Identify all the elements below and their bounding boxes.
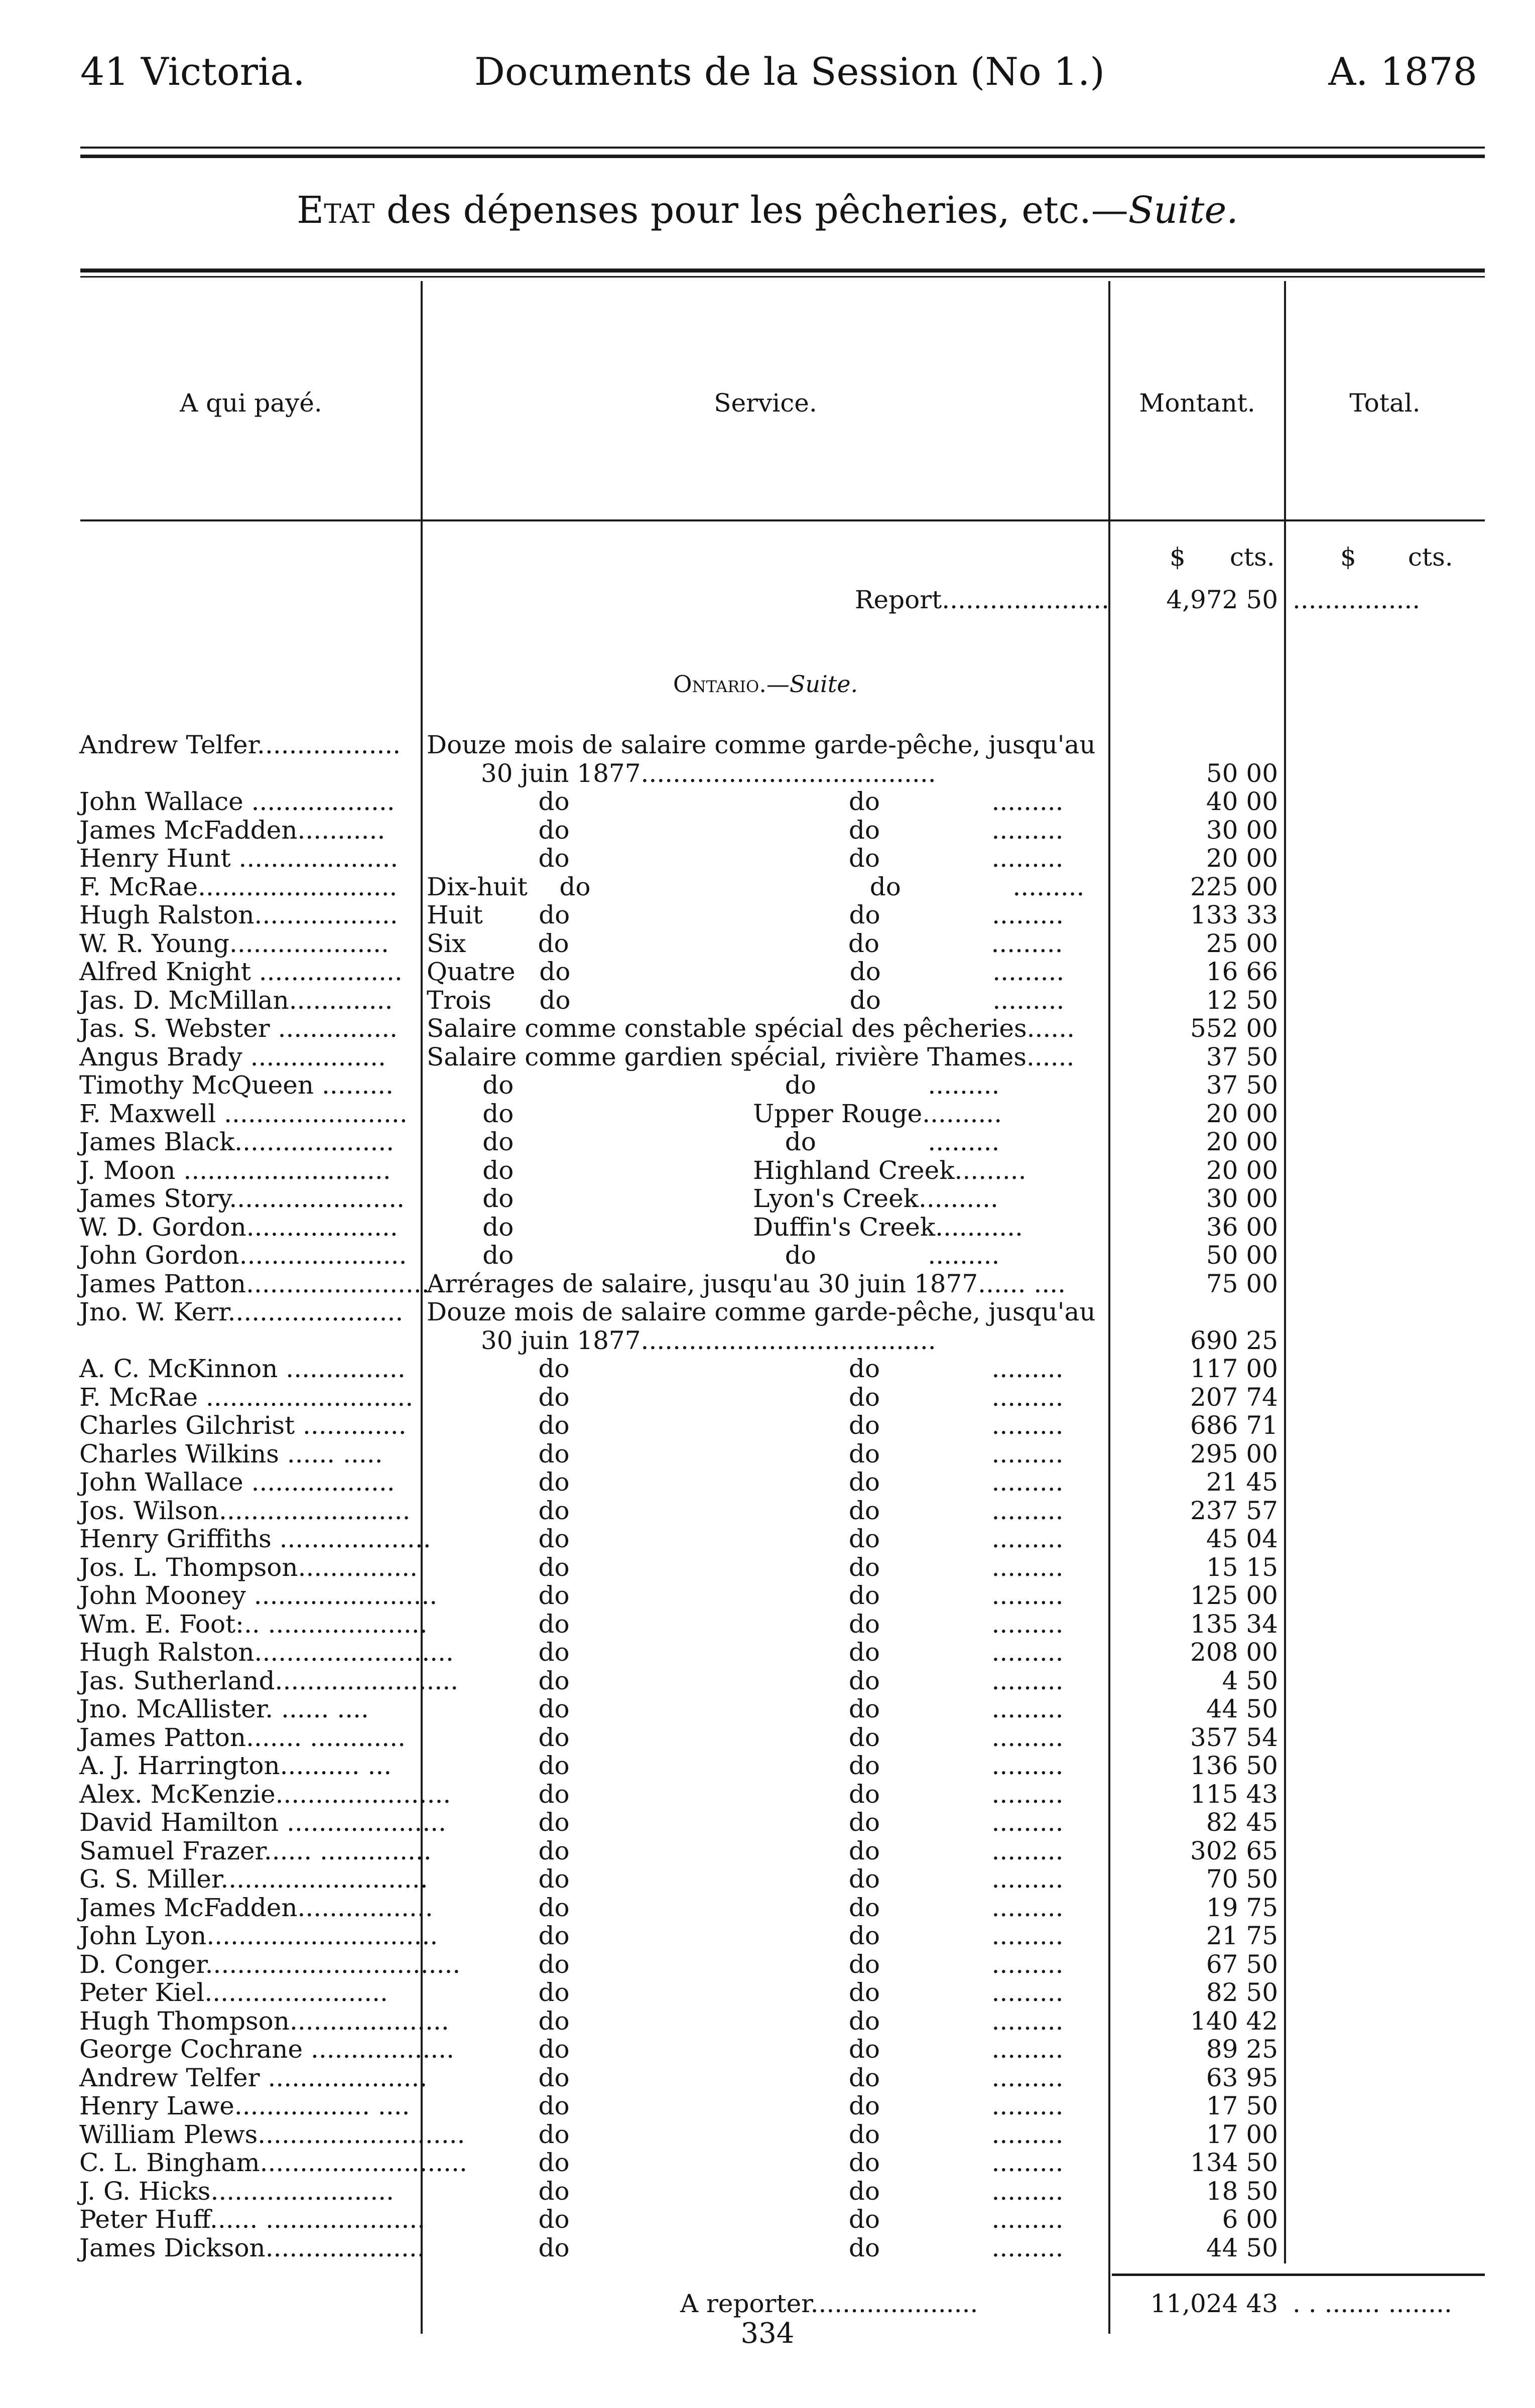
service-description: do do .........: [427, 1921, 1064, 1950]
payee-name: Jos. Wilson........................: [79, 1496, 411, 1525]
amount-cents-unit: cts.: [1230, 543, 1275, 572]
title-lead: Etat: [297, 189, 375, 232]
payee-name: Jas. D. McMillan.............: [79, 985, 393, 1015]
sum-rule-total: [1288, 2273, 1485, 2276]
payee-name: Charles Gilchrist .............: [79, 1411, 407, 1440]
report-total: ................: [1293, 585, 1421, 614]
header-year: A. 1878: [1328, 49, 1477, 94]
amount-value: 20 00: [1206, 1127, 1278, 1156]
service-description: do do .........: [427, 1609, 1064, 1639]
amount-value: 25 00: [1206, 928, 1278, 958]
amount-value: 44 50: [1206, 2233, 1278, 2262]
table-row: [0, 1497, 1535, 1525]
amount-value: 4 50: [1222, 1666, 1278, 1695]
service-description: do do .........: [427, 1552, 1064, 1582]
amount-value: 357 54: [1190, 1722, 1278, 1752]
payee-name: F. McRae ..........................: [79, 1382, 414, 1412]
payee-name: G. S. Miller..........................: [79, 1864, 428, 1894]
table-row: [0, 844, 1535, 873]
amount-value: 115 43: [1190, 1779, 1278, 1809]
payee-name: John Wallace ..................: [79, 1467, 395, 1497]
service-description: do Highland Creek.........: [427, 1155, 1027, 1185]
table-top-rule: [80, 269, 1485, 273]
column-header-amount: Montant.: [1139, 388, 1255, 418]
service-description: do do .........: [427, 1949, 1064, 1979]
amount-value: 15 15: [1206, 1552, 1278, 1582]
service-description: Six do do .........: [427, 928, 1063, 958]
service-description: do do .........: [427, 1751, 1064, 1780]
table-row: [0, 2205, 1535, 2234]
service-description: do do .........: [427, 1893, 1064, 1922]
service-description: do do .........: [427, 1694, 1064, 1723]
amount-value: 16 66: [1206, 957, 1278, 986]
service-description: do do .........: [427, 1071, 1000, 1100]
amount-value: 208 00: [1190, 1638, 1278, 1667]
service-description-continued: 30 juin 1877.....................................: [481, 758, 936, 788]
table-row: [0, 1100, 1535, 1128]
amount-value: 18 50: [1206, 2176, 1278, 2206]
table-row: [0, 1383, 1535, 1412]
table-row: [0, 1950, 1535, 1979]
service-description: do do .........: [427, 1836, 1064, 1865]
service-description: Dix-huit do do .........: [427, 872, 1085, 901]
amount-value: 135 34: [1190, 1609, 1278, 1639]
service-description: do do .........: [427, 1864, 1064, 1894]
table-row: [0, 1667, 1535, 1695]
service-description: do do .........: [427, 1779, 1064, 1809]
payee-name: James Dickson....................: [79, 2233, 425, 2262]
table-row: [0, 2177, 1535, 2206]
payee-name: Hugh Ralston.........................: [79, 1638, 454, 1667]
table-row: [0, 986, 1535, 1015]
amount-value: 17 50: [1206, 2091, 1278, 2120]
amount-value: 125 00: [1190, 1581, 1278, 1610]
amount-value: 36 00: [1206, 1212, 1278, 1242]
service-description: do Lyon's Creek..........: [427, 1184, 998, 1213]
amount-dollar-unit: $: [1170, 543, 1186, 572]
column-header-total: Total.: [1349, 388, 1421, 418]
header-document-title: Documents de la Session (No 1.): [474, 49, 1105, 94]
payee-name: Henry Lawe................. ....: [79, 2091, 410, 2120]
amount-value: 20 00: [1206, 844, 1278, 873]
table-row: [0, 1411, 1535, 1440]
amount-value: 134 50: [1190, 2148, 1278, 2177]
payee-name: John Wallace ..................: [79, 787, 395, 816]
payee-name: James Patton.......................: [79, 1269, 430, 1298]
payee-name: Hugh Thompson....................: [79, 2006, 449, 2036]
payee-name: James McFadden.................: [79, 1893, 433, 1922]
payee-name: Andrew Telfer..................: [79, 730, 401, 759]
table-row: [0, 1440, 1535, 1468]
table-row: [0, 958, 1535, 986]
amount-value: 19 75: [1206, 1893, 1278, 1922]
service-description: do do .........: [427, 1127, 1000, 1156]
payee-name: A. C. McKinnon ...............: [79, 1354, 406, 1383]
payee-name: Wm. E. Foot:.. ....................: [79, 1609, 428, 1639]
table-row: [0, 1978, 1535, 2007]
service-description: do do .........: [427, 1978, 1064, 2007]
carry-forward-label: A reporter.....................: [680, 2289, 978, 2318]
service-description: do do .........: [427, 2233, 1064, 2262]
payee-name: Angus Brady .................: [79, 1042, 386, 1072]
table-row: [0, 1752, 1535, 1780]
amount-value: 89 25: [1206, 2035, 1278, 2064]
title-main: des dépenses pour les pêcheries, etc.—: [374, 189, 1128, 232]
table-row: [0, 1241, 1535, 1270]
service-description: do do .........: [427, 1354, 1064, 1383]
table-row: [0, 1071, 1535, 1100]
table-row: [0, 1184, 1535, 1213]
amount-value: 552 00: [1190, 1014, 1278, 1043]
table-row: [0, 1808, 1535, 1837]
service-description: do do .........: [427, 2091, 1064, 2120]
payee-name: Hugh Ralston..................: [79, 900, 398, 929]
header-volume: 41 Victoria.: [80, 49, 305, 94]
amount-value: 67 50: [1206, 1949, 1278, 1979]
payee-name: Andrew Telfer ....................: [79, 2063, 428, 2092]
service-description: do do .........: [427, 1581, 1064, 1610]
service-description: Arrérages de salaire, jusqu'au 30 juin 1877...... ....: [427, 1269, 1066, 1298]
payee-name: W. R. Young....................: [79, 928, 389, 958]
table-row: [0, 2035, 1535, 2064]
table-row: [0, 731, 1535, 787]
service-description: do do .........: [427, 815, 1064, 845]
amount-value: 207 74: [1190, 1382, 1278, 1412]
column-header-payee: A qui payé.: [180, 388, 322, 418]
table-row: [0, 1865, 1535, 1894]
total-cents-unit: cts.: [1408, 543, 1453, 572]
carry-forward-total: . . ....... ........: [1293, 2289, 1452, 2318]
payee-name: James McFadden...........: [79, 815, 386, 845]
payee-name: John Mooney .......................: [79, 1581, 438, 1610]
header-rule-thick: [80, 155, 1485, 158]
service-description: do do .........: [427, 2148, 1064, 2177]
amount-value: 37 50: [1206, 1071, 1278, 1100]
amount-value: 75 00: [1206, 1269, 1278, 1298]
payee-name: C. L. Bingham..........................: [79, 2148, 467, 2177]
service-description: do do .........: [427, 1467, 1064, 1497]
service-description: do do .........: [427, 2035, 1064, 2064]
service-description: Douze mois de salaire comme garde-pêche, jusqu'au: [427, 1297, 1096, 1326]
payee-name: Jno. McAllister. ...... ....: [79, 1694, 369, 1723]
service-description: do do .........: [427, 1382, 1064, 1412]
table-row: [0, 901, 1535, 929]
payee-name: Peter Kiel.......................: [79, 1978, 388, 2007]
amount-value: 70 50: [1206, 1864, 1278, 1894]
service-description: do do .........: [427, 2205, 1064, 2234]
amount-value: 17 00: [1206, 2119, 1278, 2149]
service-description: Salaire comme gardien spécial, rivière Thames......: [427, 1042, 1075, 1072]
table-row: [0, 1837, 1535, 1865]
amount-value: 12 50: [1206, 985, 1278, 1015]
service-description: do do .........: [427, 1808, 1064, 1837]
service-description: Salaire comme constable spécial des pêcheries......: [427, 1014, 1075, 1043]
payee-name: Jas. Sutherland.......................: [79, 1666, 459, 1695]
table-row: [0, 1610, 1535, 1639]
payee-name: Peter Huff...... ....................: [79, 2205, 426, 2234]
page-number: 334: [740, 2317, 795, 2350]
payee-name: D. Conger................................: [79, 1949, 461, 1979]
table-row: [0, 2007, 1535, 2036]
payee-name: Henry Griffiths ...................: [79, 1524, 431, 1553]
table-row: [0, 1355, 1535, 1383]
service-description: do do .........: [427, 844, 1064, 873]
header-rule-thin: [80, 147, 1485, 149]
payee-name: Charles Wilkins ...... .....: [79, 1439, 383, 1468]
service-description: do do .........: [427, 2006, 1064, 2036]
table-row: [0, 1780, 1535, 1809]
service-description: do Duffin's Creek...........: [427, 1212, 1023, 1242]
payee-name: John Lyon.............................: [79, 1921, 438, 1950]
table-row: [0, 1894, 1535, 1922]
table-row: [0, 1553, 1535, 1582]
payee-name: Jas. S. Webster ...............: [79, 1014, 398, 1043]
table-top-rule-thin: [80, 276, 1485, 278]
payee-name: William Plews..........................: [79, 2119, 465, 2149]
amount-value: 30 00: [1206, 1184, 1278, 1213]
amount-value: 117 00: [1190, 1354, 1278, 1383]
table-title: [0, 189, 1535, 232]
payee-name: A. J. Harrington.......... ...: [79, 1751, 392, 1780]
service-description: do do .........: [427, 1638, 1064, 1667]
amount-value: 82 45: [1206, 1808, 1278, 1837]
service-description: do do .........: [427, 787, 1064, 816]
table-row: [0, 1298, 1535, 1355]
amount-value: 690 25: [1190, 1325, 1278, 1355]
header-bottom-rule: [80, 519, 1485, 521]
table-row: [0, 1638, 1535, 1667]
payee-name: J. G. Hicks.......................: [79, 2176, 395, 2206]
service-description: Douze mois de salaire comme garde-pêche, jusqu'au: [427, 730, 1096, 759]
service-description: do do .........: [427, 2119, 1064, 2149]
table-row: [0, 873, 1535, 901]
service-description: do do .........: [427, 1439, 1064, 1468]
table-row: [0, 1581, 1535, 1610]
table-row: [0, 929, 1535, 958]
report-label: Report.....................: [854, 585, 1109, 614]
total-dollar-unit: $: [1340, 543, 1356, 572]
amount-value: 21 75: [1206, 1921, 1278, 1950]
service-description: do do .........: [427, 1496, 1064, 1525]
payee-name: James Black....................: [79, 1127, 395, 1156]
payee-name: F. McRae.........................: [79, 872, 398, 901]
table-row: [0, 2120, 1535, 2149]
payee-name: F. Maxwell .......................: [79, 1099, 408, 1128]
table-row: [0, 1213, 1535, 1242]
service-description: do do .........: [427, 1666, 1064, 1695]
table-row: [0, 2149, 1535, 2177]
column-header-service: Service.: [714, 388, 817, 418]
payee-name: Henry Hunt ....................: [79, 844, 399, 873]
service-description: Trois do do .........: [427, 985, 1065, 1015]
amount-value: 6 00: [1222, 2205, 1278, 2234]
title-suffix: Suite.: [1128, 189, 1238, 232]
table-row: [0, 1922, 1535, 1950]
payee-name: David Hamilton ....................: [79, 1808, 447, 1837]
payee-name: Samuel Frazer...... ..............: [79, 1836, 432, 1865]
table-row: [0, 1270, 1535, 1298]
payee-name: John Gordon.....................: [79, 1241, 407, 1270]
amount-value: 45 04: [1206, 1524, 1278, 1553]
section-suffix: —Suite.: [766, 671, 858, 698]
service-description-continued: 30 juin 1877.....................................: [481, 1325, 936, 1355]
amount-value: 37 50: [1206, 1042, 1278, 1072]
service-description: Quatre do do .........: [427, 957, 1065, 986]
amount-value: 20 00: [1206, 1155, 1278, 1185]
section-heading: [422, 673, 1109, 696]
table-row: [0, 1723, 1535, 1752]
amount-value: 21 45: [1206, 1467, 1278, 1497]
table-row: [0, 1043, 1535, 1072]
report-amount: 4,972 50: [1166, 585, 1278, 614]
amount-value: 225 00: [1190, 872, 1278, 901]
amount-value: 82 50: [1206, 1978, 1278, 2007]
payee-name: Timothy McQueen .........: [79, 1071, 394, 1100]
table-row: [0, 816, 1535, 845]
amount-value: 20 00: [1206, 1099, 1278, 1128]
table-row: [0, 1156, 1535, 1185]
table-row: [0, 2234, 1535, 2262]
amount-value: 295 00: [1190, 1439, 1278, 1468]
section-name: Ontario.: [673, 671, 766, 698]
payee-name: W. D. Gordon...................: [79, 1212, 398, 1242]
expense-rows: [0, 731, 1535, 2262]
amount-value: 140 42: [1190, 2006, 1278, 2036]
amount-value: 686 71: [1190, 1411, 1278, 1440]
table-row: [0, 2064, 1535, 2092]
amount-value: 44 50: [1206, 1694, 1278, 1723]
payee-name: Alfred Knight ..................: [79, 957, 403, 986]
table-row: [0, 787, 1535, 816]
payee-name: Jos. L. Thompson...............: [79, 1552, 418, 1582]
payee-name: Alex. McKenzie......................: [79, 1779, 451, 1809]
service-description: do do .........: [427, 1411, 1064, 1440]
service-description: do do .........: [427, 2176, 1064, 2206]
amount-value: 237 57: [1190, 1496, 1278, 1525]
service-description: do Upper Rouge..........: [427, 1099, 1002, 1128]
payee-name: Jno. W. Kerr......................: [79, 1297, 404, 1326]
table-row: [0, 1695, 1535, 1723]
payee-name: George Cochrane ..................: [79, 2035, 455, 2064]
table-row: [0, 1468, 1535, 1497]
payee-name: James Patton....... ............: [79, 1722, 406, 1752]
amount-value: 136 50: [1190, 1751, 1278, 1780]
amount-value: 50 00: [1206, 1241, 1278, 1270]
amount-value: 50 00: [1206, 758, 1278, 788]
service-description: Huit do do .........: [427, 900, 1064, 929]
table-row: [0, 1525, 1535, 1553]
service-description: do do .........: [427, 2063, 1064, 2092]
amount-value: 133 33: [1190, 900, 1278, 929]
amount-value: 30 00: [1206, 815, 1278, 845]
amount-value: 63 95: [1206, 2063, 1278, 2092]
table-row: [0, 2092, 1535, 2120]
payee-name: J. Moon ..........................: [79, 1155, 391, 1185]
service-description: do do .........: [427, 1241, 1000, 1270]
carry-forward-amount: 11,024 43: [1150, 2289, 1278, 2318]
payee-name: James Story......................: [79, 1184, 405, 1213]
amount-value: 302 65: [1190, 1836, 1278, 1865]
service-description: do do .........: [427, 1524, 1064, 1553]
table-row: [0, 1014, 1535, 1043]
table-row: [0, 1128, 1535, 1156]
service-description: do do .........: [427, 1722, 1064, 1752]
amount-value: 40 00: [1206, 787, 1278, 816]
